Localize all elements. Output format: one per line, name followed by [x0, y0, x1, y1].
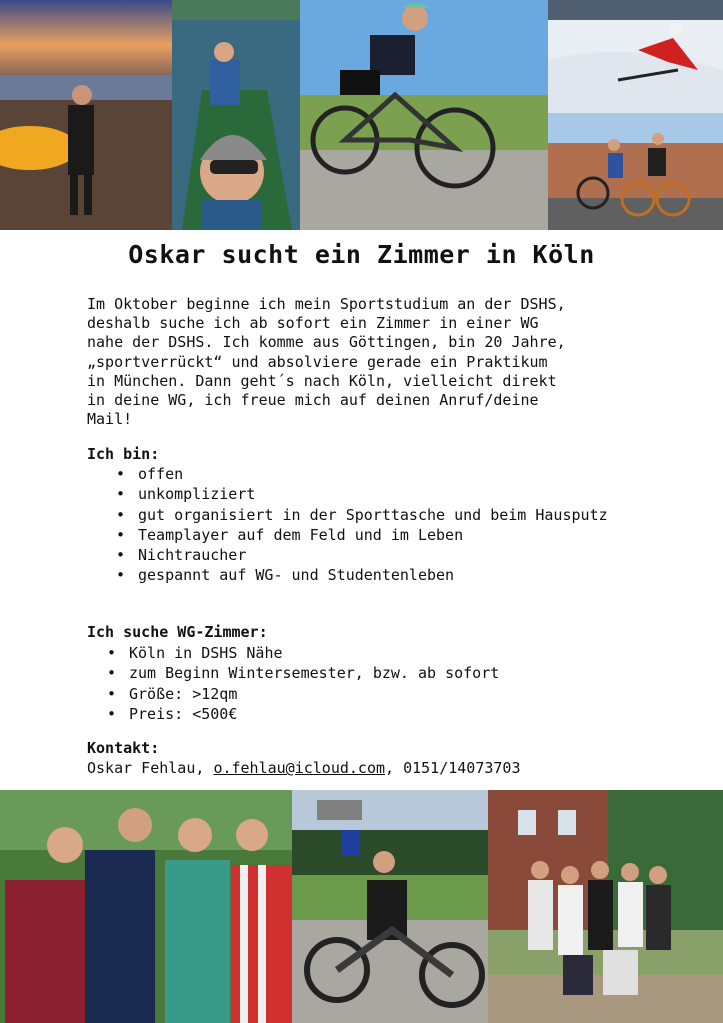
ich-suche-list: [107, 643, 627, 724]
photo-cycling-road: [548, 113, 723, 230]
photo-group-friends: [0, 790, 292, 1023]
intro-paragraph: Im Oktober beginne ich mein Sportstudium an der DSHS, deshalb suche ich ab sofort ein Zimmer in einer WG nahe der DSHS. Ich komme aus Göttingen, bin 20 Jahre, „sportverrückt“ und absolviere gerade ein Praktikum in München. Dann geht´s nach Köln, vielleicht direkt in deine WG, ich freue mich auf deinen Anruf/deine Mail!: [87, 295, 566, 429]
kontakt-heading: Kontakt:: [87, 739, 160, 757]
list-item: • gespannt auf WG- und Studentenleben: [116, 565, 616, 585]
list-item: • zum Beginn Wintersemester, bzw. ab sofort: [107, 663, 627, 683]
photo-skiing: [548, 0, 723, 113]
page-title: Oskar sucht ein Zimmer in Köln: [128, 240, 595, 269]
photo-mountain-bike: [292, 790, 488, 1023]
contact-phone: , 0151/14073703: [385, 759, 521, 777]
contact-name: Oskar Fehlau,: [87, 759, 214, 777]
photo-canoe: [172, 0, 300, 230]
list-item: • Köln in DSHS Nähe: [107, 643, 627, 663]
photo-beach-surfboard: [0, 0, 172, 230]
list-item: • Nichtraucher: [116, 545, 616, 565]
list-item: • Größe: >12qm: [107, 684, 627, 704]
email-link[interactable]: o.fehlau@icloud.com: [213, 759, 386, 777]
list-item: • unkompliziert: [116, 484, 616, 504]
ich-suche-heading: Ich suche WG-Zimmer:: [87, 623, 268, 641]
bottom-photo-strip: [0, 790, 723, 1023]
list-item: • Teamplayer auf dem Feld und im Leben: [116, 525, 616, 545]
contact-line: [87, 759, 521, 777]
list-item: • offen: [116, 464, 616, 484]
top-photo-strip: [0, 0, 723, 230]
photo-group-house: [488, 790, 723, 1023]
list-item: • Preis: <500€: [107, 704, 627, 724]
photo-bikepacking: [300, 0, 548, 230]
ich-bin-heading: Ich bin:: [87, 445, 160, 463]
list-item: • gut organisiert in der Sporttasche und beim Hausputz: [116, 505, 616, 525]
ich-bin-list: [116, 464, 616, 586]
